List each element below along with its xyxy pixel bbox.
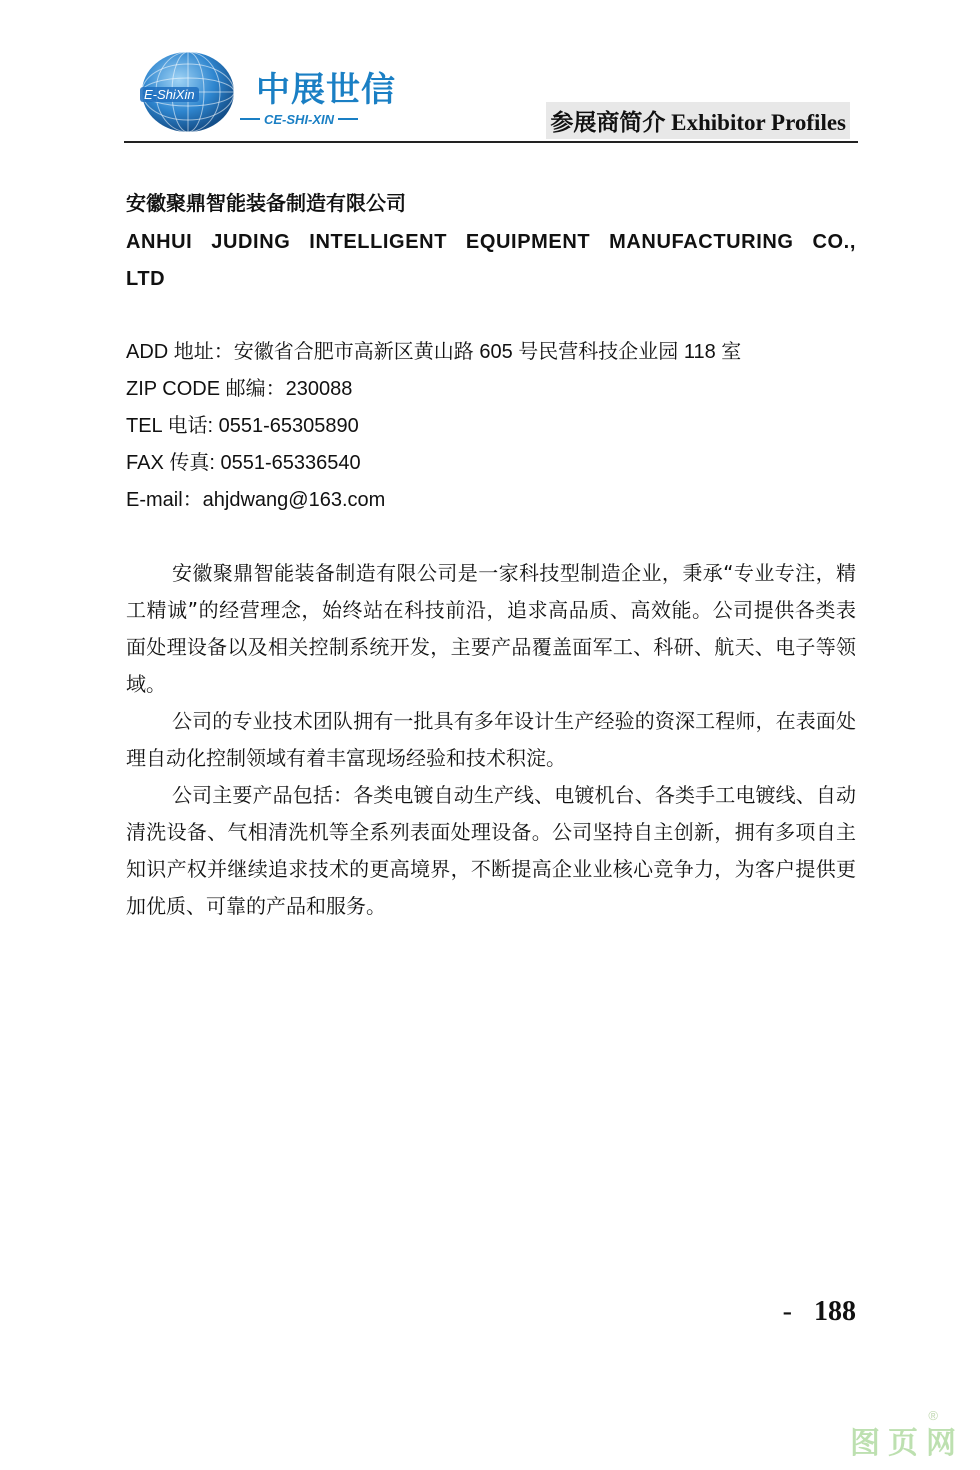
watermark: 图页网 xyxy=(850,1426,964,1461)
page-number: 188 xyxy=(814,1296,856,1327)
page-dash: - xyxy=(782,1296,792,1327)
brand-subtitle xyxy=(240,110,410,128)
contact-block xyxy=(126,334,856,519)
registered-mark: ® xyxy=(928,1408,938,1423)
page-header xyxy=(124,40,858,144)
fax-line: FAX 传真: 0551-65336540 xyxy=(126,452,361,474)
paragraph-3: 公司主要产品包括：各类电镀自动生产线、电镀机台、各类手工电镀线、自动清洗设备、气相清洗机等全系列表面处理设备。公司坚持自主创新，拥有多项自主知识产权并继续追求技术的更高境界，不断提高企业业核心竞争力，为客户提供更加优质、可靠的产品和服务。 xyxy=(126,783,856,918)
company-block xyxy=(126,188,856,298)
brand-name-cn: 中展世信 xyxy=(256,70,396,110)
section-title: 参展商简介 Exhibitor Profiles xyxy=(546,102,850,139)
brand-line-right xyxy=(338,118,358,120)
paragraph-2: 公司的专业技术团队拥有一批具有多年设计生产经验的资深工程师，在表面处理自动化控制领域有着丰富现场经验和技术积淀。 xyxy=(126,709,856,770)
company-description xyxy=(126,555,856,925)
logo xyxy=(136,46,406,136)
address-line: ADD 地址：安徽省合肥市高新区黄山路 605 号民营科技企业园 118 室 xyxy=(126,341,742,363)
tel-line: TEL 电话: 0551-65305890 xyxy=(126,415,359,437)
brand-name-en: CE-SHI-XIN xyxy=(264,111,335,127)
company-name-cn: 安徽聚鼎智能装备制造有限公司 xyxy=(126,191,406,215)
paragraph-1: 安徽聚鼎智能装备制造有限公司是一家科技型制造企业，秉承“专业专注，精工精诚”的经营理念，始终站在科技前沿，追求高品质、高效能。公司提供各类表面处理设备以及相关控制系统开发，主要产品覆盖面军工、科研、航天、电子等领域。 xyxy=(126,561,856,696)
logo-tag: E-ShiXin xyxy=(140,87,199,102)
brand-line-left xyxy=(240,118,260,120)
page-number-block xyxy=(783,1296,856,1328)
zip-line: ZIP CODE 邮编：230088 xyxy=(126,378,353,400)
email-line: E-mail：ahjdwang@163.com xyxy=(126,489,386,511)
header-rule xyxy=(124,141,858,143)
company-name-en: ANHUI JUDING INTELLIGENT EQUIPMENT MANUFACTURING CO., LTD xyxy=(126,231,856,290)
